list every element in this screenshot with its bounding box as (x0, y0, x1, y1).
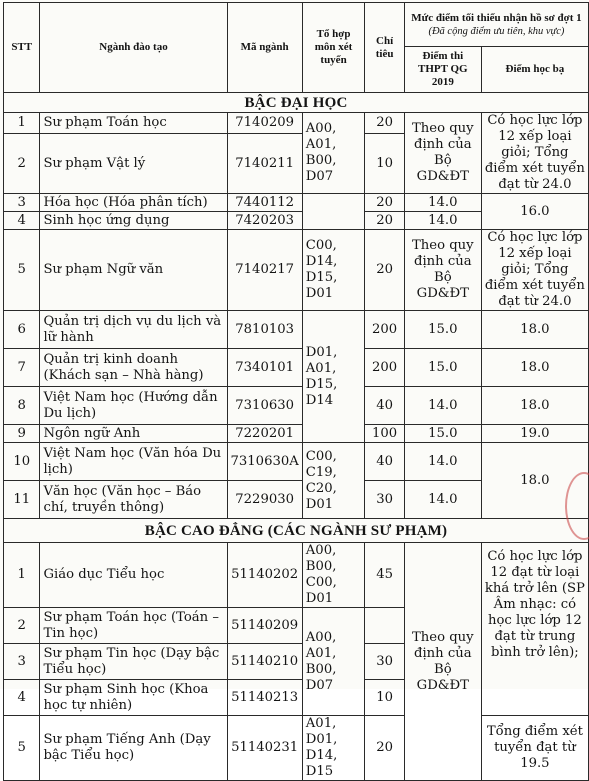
row-nganh: Văn học (Văn học – Báo chí, truyền thông) (40, 481, 227, 519)
row-ma: 7140209 (227, 113, 302, 134)
row-ma: 7140211 (227, 134, 302, 194)
row-nganh: Sư phạm Toán học (40, 113, 227, 134)
row-ma: 7140217 (227, 230, 302, 311)
row-stt: 7 (4, 349, 40, 387)
row-nganh: Quản trị dịch vụ du lịch và lữ hành (40, 311, 227, 349)
row-chi-tieu: 200 (365, 311, 405, 349)
header-ma-nganh: Mã ngành (227, 3, 302, 93)
table-row (4, 349, 589, 387)
row-stt: 1 (4, 543, 40, 608)
row-nganh: Sư phạm Ngữ văn (40, 230, 227, 311)
row-diem-thi: 14.0 (404, 443, 481, 481)
row-nganh: Sư phạm Tiếng Anh (Dạy bậc Tiểu học) (40, 716, 227, 781)
header-muc-diem-note: (Đã cộng điểm ưu tiên, khu vực) (428, 25, 565, 37)
row-diem-thi: 15.0 (404, 349, 481, 387)
row-stt: 5 (4, 230, 40, 311)
row-to-hop: C00, D14, D15, D01 (302, 230, 365, 311)
table-row (4, 425, 589, 443)
row-ma: 51140231 (227, 716, 302, 781)
hoc-ba-gioi-cell: Có học lực lớp 12 xếp loại giỏi; Tổng điểm xét tuyển đạt từ 24.0 (481, 113, 588, 194)
row-ma: 51140213 (227, 680, 302, 716)
row-nganh: Sư phạm Vật lý (40, 134, 227, 194)
to-hop-d-cell: D01, A01, D15, D14 (302, 311, 365, 443)
row-diem-thi: 14.0 (404, 212, 481, 230)
table-row (4, 311, 589, 349)
row-chi-tieu: 100 (365, 425, 405, 443)
theo-quy-dinh-cell: Theo quy định của Bộ GD&ĐT (404, 230, 481, 311)
row-ma: 7340101 (227, 349, 302, 387)
header-to-hop: Tổ hợp môn xét tuyển (302, 3, 365, 93)
row-chi-tieu: 30 (365, 644, 405, 680)
row-nganh: Việt Nam học (Hướng dẫn Du lịch) (40, 387, 227, 425)
hoc-ba-kha-cell: Có học lực lớp 12 đạt từ loại khá trở lên (SP Âm nhạc: có học lực lớp 12 đạt từ trung bình trở lên); (481, 543, 588, 716)
to-hop-c-cell: C00, C19, C20, D01 (302, 443, 365, 519)
hoc-ba-tong-diem-cell: Tổng điểm xét tuyển đạt từ 19.5 (481, 716, 588, 781)
row-chi-tieu: 20 (365, 113, 405, 134)
row-stt: 4 (4, 680, 40, 716)
row-nganh: Ngôn ngữ Anh (40, 425, 227, 443)
table-row (4, 194, 589, 212)
row-stt: 1 (4, 113, 40, 134)
row-hoc-ba: 18.0 (481, 349, 588, 387)
to-hop-a-cell: A00, A01, B00, D07 (302, 113, 365, 194)
row-ma: 7420203 (227, 212, 302, 230)
row-diem-thi: 14.0 (404, 387, 481, 425)
row-stt: 3 (4, 194, 40, 212)
header-nganh: Ngành đào tạo (40, 3, 227, 93)
row-ma: 7310630A (227, 443, 302, 481)
row-nganh: Sinh học ứng dụng (40, 212, 227, 230)
row-chi-tieu: 200 (365, 349, 405, 387)
section-cao-dang-title: BẬC CAO ĐẲNG (CÁC NGÀNH SƯ PHẠM) (4, 519, 589, 543)
row-stt: 3 (4, 644, 40, 680)
table-row (4, 716, 589, 781)
row-nganh: Sư phạm Toán học (Toán – Tin học) (40, 608, 227, 644)
section-dai-hoc-title: BẬC ĐẠI HỌC (4, 93, 589, 113)
row-diem-thi: 15.0 (404, 311, 481, 349)
row-ma: 7220201 (227, 425, 302, 443)
table-row (4, 543, 589, 608)
theo-quy-dinh-cell: Theo quy định của Bộ GD&ĐT (404, 113, 481, 194)
row-chi-tieu: 40 (365, 443, 405, 481)
header-stt: STT (4, 3, 40, 93)
row-chi-tieu: 20 (365, 194, 405, 212)
row-chi-tieu (365, 608, 405, 644)
theo-quy-dinh-cell: Theo quy định của Bộ GD&ĐT (404, 543, 481, 781)
row-stt: 2 (4, 608, 40, 644)
table-row (4, 443, 589, 481)
table-row (4, 387, 589, 425)
row-stt: 9 (4, 425, 40, 443)
row-chi-tieu: 10 (365, 134, 405, 194)
row-chi-tieu: 10 (365, 680, 405, 716)
row-chi-tieu: 30 (365, 481, 405, 519)
row-nganh: Sư phạm Sinh học (Khoa học tự nhiên) (40, 680, 227, 716)
to-hop-empty-cell (302, 194, 365, 230)
row-hoc-ba: 18.0 (481, 387, 588, 425)
row-diem-thi: 14.0 (404, 481, 481, 519)
row-diem-thi: 15.0 (404, 425, 481, 443)
header-muc-diem (404, 3, 588, 47)
row-ma: 51140209 (227, 608, 302, 644)
row-nganh: Sư phạm Tin học (Dạy bậc Tiểu học) (40, 644, 227, 680)
row-chi-tieu: 20 (365, 716, 405, 781)
row-ma: 7810103 (227, 311, 302, 349)
row-stt: 5 (4, 716, 40, 781)
row-to-hop: A01, D01, D14, D15 (302, 716, 365, 781)
row-stt: 6 (4, 311, 40, 349)
row-stt: 2 (4, 134, 40, 194)
row-nganh: Quản trị kinh doanh (Khách sạn – Nhà hàng) (40, 349, 227, 387)
header-diem-thi: Điểm thi THPT QG 2019 (404, 47, 481, 93)
row-hoc-ba: 18.0 (481, 311, 588, 349)
row-diem-thi: 14.0 (404, 194, 481, 212)
hoc-ba-18-cell: 18.0 (481, 443, 588, 519)
row-nganh: Việt Nam học (Văn hóa Du lịch) (40, 443, 227, 481)
row-chi-tieu: 45 (365, 543, 405, 608)
row-nganh: Hóa học (Hóa phân tích) (40, 194, 227, 212)
row-nganh: Giáo dục Tiểu học (40, 543, 227, 608)
row-to-hop: A00, B00, C00, D01 (302, 543, 365, 608)
hoc-ba-gioi-cell: Có học lực lớp 12 xếp loại giỏi; Tổng điểm xét tuyển đạt từ 24.0 (481, 230, 588, 311)
row-hoc-ba: 19.0 (481, 425, 588, 443)
table-row (4, 230, 589, 311)
row-chi-tieu: 20 (365, 212, 405, 230)
header-chi-tieu: Chỉ tiêu (365, 3, 405, 93)
row-ma: 7229030 (227, 481, 302, 519)
table-row (4, 113, 589, 134)
row-stt: 10 (4, 443, 40, 481)
row-stt: 11 (4, 481, 40, 519)
row-ma: 7310630 (227, 387, 302, 425)
row-ma: 51140210 (227, 644, 302, 680)
row-chi-tieu: 40 (365, 387, 405, 425)
to-hop-a-cell: A00, A01, B00, D07 (302, 608, 365, 716)
header-muc-diem-label: Mức điểm tối thiểu nhận hồ sơ đợt 1 (411, 11, 582, 24)
header-diem-hoc-ba: Điểm học bạ (481, 47, 588, 93)
row-ma: 51140202 (227, 543, 302, 608)
row-chi-tieu: 20 (365, 230, 405, 311)
admission-table (3, 2, 589, 781)
row-ma: 7440112 (227, 194, 302, 212)
hoc-ba-16-cell: 16.0 (481, 194, 588, 230)
row-stt: 8 (4, 387, 40, 425)
row-stt: 4 (4, 212, 40, 230)
